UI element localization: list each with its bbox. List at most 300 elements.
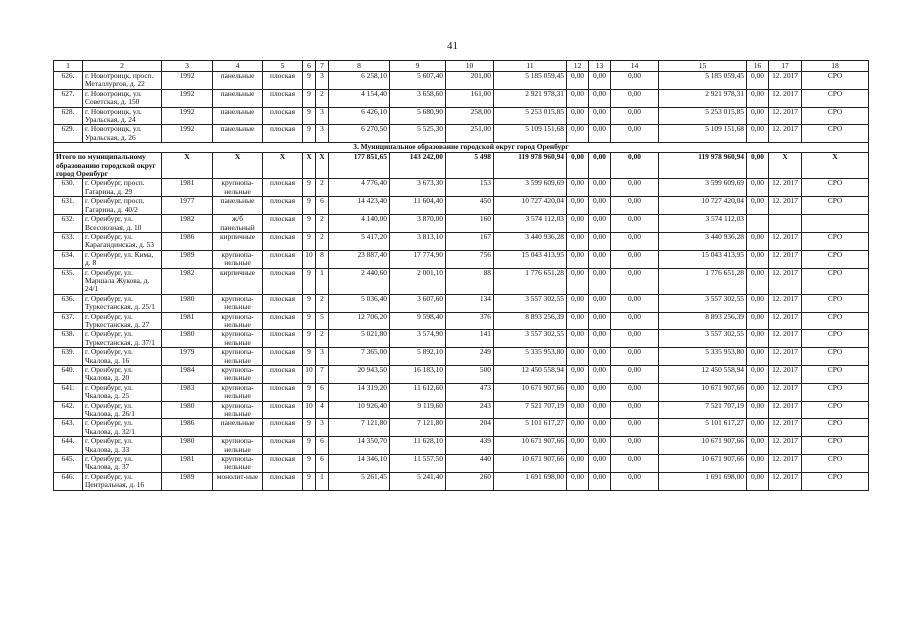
living-area: 7 121,80 (390, 419, 446, 437)
wall-material: крупнопа-нельные (213, 401, 263, 419)
deadline: 12. 2017 (769, 330, 802, 348)
cost-col13: 0,00 (589, 197, 611, 215)
owners-funds: 5 101 617,27 (659, 419, 747, 437)
residents: 160 (446, 215, 494, 233)
column-header: 6 (303, 61, 316, 72)
service-method: СРО (802, 401, 869, 419)
cost-col12: 0,00 (567, 294, 589, 312)
total-area: 4 140,00 (329, 215, 390, 233)
cost-col14: 0,00 (611, 437, 659, 455)
wall-material: крупнопа-нельные (213, 294, 263, 312)
owners-funds: 10 671 907,66 (659, 455, 747, 473)
cost-col14: 0,00 (611, 330, 659, 348)
cost-col12: 0,00 (567, 383, 589, 401)
cost-col13: 0,00 (589, 72, 611, 90)
entrances: 1 (316, 268, 329, 294)
floors: 9 (303, 89, 316, 107)
total-cost: 5 185 059,45 (494, 72, 567, 90)
column-header: 4 (213, 61, 263, 72)
column-header: 8 (329, 61, 390, 72)
cost-col16: 0,00 (747, 330, 769, 348)
owners-funds: 3 440 936,28 (659, 232, 747, 250)
total-x18: X (802, 153, 869, 179)
roof-type: плоская (263, 294, 303, 312)
service-method: СРО (802, 250, 869, 268)
total-s16: 0,00 (747, 153, 769, 179)
owners-funds: 5 109 151,68 (659, 125, 747, 143)
section-row (54, 143, 869, 153)
row-number: 632. (54, 215, 83, 233)
wall-material: монолит-ные (213, 472, 263, 490)
deadline: 12. 2017 (769, 179, 802, 197)
floors: 10 (303, 401, 316, 419)
cost-col14: 0,00 (611, 232, 659, 250)
cost-col13: 0,00 (589, 294, 611, 312)
cost-col13: 0,00 (589, 383, 611, 401)
living-area: 11 557,50 (390, 455, 446, 473)
entrances: 2 (316, 179, 329, 197)
roof-type: плоская (263, 437, 303, 455)
service-method: СРО (802, 312, 869, 330)
cost-col12: 0,00 (567, 348, 589, 366)
address: г. Оренбург, ул. Туркестанская, д. 37/1 (83, 330, 162, 348)
cost-col12: 0,00 (567, 250, 589, 268)
deadline: 12. 2017 (769, 268, 802, 294)
table-row (54, 348, 869, 366)
total-area: 14 319,20 (329, 383, 390, 401)
total-area: 2 440,60 (329, 268, 390, 294)
table-row (54, 366, 869, 384)
residents: 88 (446, 268, 494, 294)
row-number: 630. (54, 179, 83, 197)
owners-funds: 10 671 907,66 (659, 437, 747, 455)
service-method: СРО (802, 179, 869, 197)
page-number: 41 (447, 40, 458, 52)
cost-col16: 0,00 (747, 250, 769, 268)
living-area: 11 612,60 (390, 383, 446, 401)
residents: 756 (446, 250, 494, 268)
cost-col13: 0,00 (589, 215, 611, 233)
table-row (54, 268, 869, 294)
cost-col13: 0,00 (589, 348, 611, 366)
floors: 9 (303, 330, 316, 348)
roof-type: плоская (263, 419, 303, 437)
total-area: 4 776,40 (329, 179, 390, 197)
row-number: 633. (54, 232, 83, 250)
floors: 9 (303, 197, 316, 215)
cost-col12: 0,00 (567, 89, 589, 107)
service-method: СРО (802, 419, 869, 437)
total-s11: 119 978 960,94 (494, 153, 567, 179)
column-header: 15 (659, 61, 747, 72)
residents: 167 (446, 232, 494, 250)
row-number: 636. (54, 294, 83, 312)
floors: 9 (303, 348, 316, 366)
cost-col14: 0,00 (611, 419, 659, 437)
owners-funds: 10 727 420,04 (659, 197, 747, 215)
total-cost: 10 727 420,04 (494, 197, 567, 215)
row-number: 631. (54, 197, 83, 215)
deadline: 12. 2017 (769, 197, 802, 215)
service-method: СРО (802, 268, 869, 294)
residents: 258,00 (446, 107, 494, 125)
total-area: 5 261,45 (329, 472, 390, 490)
floors: 9 (303, 179, 316, 197)
cost-col14: 0,00 (611, 72, 659, 90)
cost-col12: 0,00 (567, 472, 589, 490)
cost-col12: 0,00 (567, 401, 589, 419)
table-row (54, 401, 869, 419)
cost-col13: 0,00 (589, 250, 611, 268)
residents: 249 (446, 348, 494, 366)
total-area: 23 887,40 (329, 250, 390, 268)
total-s13: 0,00 (589, 153, 611, 179)
residents: 204 (446, 419, 494, 437)
cost-col13: 0,00 (589, 330, 611, 348)
row-number: 640. (54, 366, 83, 384)
total-cost: 10 671 907,66 (494, 383, 567, 401)
row-number: 641. (54, 383, 83, 401)
wall-material: крупнопа-нельные (213, 250, 263, 268)
cost-col16: 0,00 (747, 107, 769, 125)
floors: 10 (303, 366, 316, 384)
column-header: 17 (769, 61, 802, 72)
column-header: 3 (162, 61, 213, 72)
cost-col16: 0,00 (747, 197, 769, 215)
living-area: 3 574,90 (390, 330, 446, 348)
wall-material: крупнопа-нельные (213, 383, 263, 401)
entrances: 3 (316, 107, 329, 125)
cost-col13: 0,00 (589, 472, 611, 490)
entrances: 2 (316, 232, 329, 250)
row-number: 644. (54, 437, 83, 455)
service-method: СРО (802, 455, 869, 473)
row-number: 629. (54, 125, 83, 143)
living-area: 5 525,30 (390, 125, 446, 143)
build-year: 1981 (162, 312, 213, 330)
roof-type: плоская (263, 125, 303, 143)
wall-material: ж/б панельный (213, 215, 263, 233)
build-year: 1982 (162, 215, 213, 233)
wall-material: панельные (213, 72, 263, 90)
cost-col13: 0,00 (589, 232, 611, 250)
total-cost: 3 599 609,69 (494, 179, 567, 197)
service-method: СРО (802, 232, 869, 250)
deadline: 12. 2017 (769, 366, 802, 384)
build-year: 1981 (162, 179, 213, 197)
total-x5: X (263, 153, 303, 179)
address: г. Оренбург, ул. Чкалова, д. 33 (83, 437, 162, 455)
column-header: 16 (747, 61, 769, 72)
wall-material: крупнопа-нельные (213, 437, 263, 455)
total-s12: 0,00 (567, 153, 589, 179)
total-area: 12 706,20 (329, 312, 390, 330)
total-cost: 3 440 936,28 (494, 232, 567, 250)
living-area: 17 774,90 (390, 250, 446, 268)
cost-col16: 0,00 (747, 179, 769, 197)
living-area: 3 658,60 (390, 89, 446, 107)
owners-funds: 2 921 978,31 (659, 89, 747, 107)
cost-col12: 0,00 (567, 72, 589, 90)
deadline: 12. 2017 (769, 107, 802, 125)
entrances: 2 (316, 294, 329, 312)
entrances: 6 (316, 437, 329, 455)
entrances: 5 (316, 312, 329, 330)
column-header: 14 (611, 61, 659, 72)
build-year: 1986 (162, 232, 213, 250)
total-area: 14 346,10 (329, 455, 390, 473)
residents: 141 (446, 330, 494, 348)
cost-col12: 0,00 (567, 330, 589, 348)
owners-funds: 5 253 015,85 (659, 107, 747, 125)
entrances: 3 (316, 348, 329, 366)
table-row (54, 250, 869, 268)
cost-col14: 0,00 (611, 312, 659, 330)
total-label: Итого по муниципальному образованию городской округ город Оренбург (54, 153, 162, 179)
wall-material: крупнопа-нельные (213, 330, 263, 348)
cost-col14: 0,00 (611, 366, 659, 384)
total-area: 6 426,10 (329, 107, 390, 125)
residents: 439 (446, 437, 494, 455)
cost-col16: 0,00 (747, 437, 769, 455)
row-number: 646. (54, 472, 83, 490)
owners-funds: 12 450 558,94 (659, 366, 747, 384)
cost-col16: 0,00 (747, 366, 769, 384)
cost-col14: 0,00 (611, 250, 659, 268)
total-cost: 5 253 015,85 (494, 107, 567, 125)
wall-material: крупнопа-нельные (213, 348, 263, 366)
roof-type: плоская (263, 348, 303, 366)
total-cost: 5 101 617,27 (494, 419, 567, 437)
deadline: 12. 2017 (769, 401, 802, 419)
total-s15: 119 978 960,94 (659, 153, 747, 179)
cost-col13: 0,00 (589, 366, 611, 384)
cost-col16 (747, 215, 769, 233)
total-cost: 10 671 907,66 (494, 455, 567, 473)
deadline (769, 215, 802, 233)
entrances: 6 (316, 383, 329, 401)
cost-col13: 0,00 (589, 401, 611, 419)
cost-col12: 0,00 (567, 437, 589, 455)
build-year: 1983 (162, 383, 213, 401)
service-method: СРО (802, 294, 869, 312)
service-method (802, 215, 869, 233)
entrances: 3 (316, 72, 329, 90)
total-area: 5 036,40 (329, 294, 390, 312)
row-number: 643. (54, 419, 83, 437)
column-header: 2 (83, 61, 162, 72)
cost-col14: 0,00 (611, 197, 659, 215)
address: г. Оренбург, ул. Карагандинская, д. 53 (83, 232, 162, 250)
cost-col16: 0,00 (747, 401, 769, 419)
living-area: 5 607,40 (390, 72, 446, 90)
cost-col13: 0,00 (589, 419, 611, 437)
floors: 9 (303, 268, 316, 294)
wall-material: панельные (213, 419, 263, 437)
deadline: 12. 2017 (769, 437, 802, 455)
total-area: 5 417,20 (329, 232, 390, 250)
build-year: 1981 (162, 455, 213, 473)
total-s14: 0,00 (611, 153, 659, 179)
roof-type: плоская (263, 250, 303, 268)
cost-col12: 0,00 (567, 197, 589, 215)
row-number: 628. (54, 107, 83, 125)
address: г. Оренбург, ул. Чкалова, д. 16 (83, 348, 162, 366)
cost-col14: 0,00 (611, 383, 659, 401)
living-area: 3 607,60 (390, 294, 446, 312)
cost-col13: 0,00 (589, 125, 611, 143)
wall-material: кирпичные (213, 268, 263, 294)
living-area: 5 241,40 (390, 472, 446, 490)
residents: 500 (446, 366, 494, 384)
address: г. Оренбург, ул. Туркестанская, д. 27 (83, 312, 162, 330)
living-area: 9 598,40 (390, 312, 446, 330)
residents: 251,00 (446, 125, 494, 143)
cost-col12: 0,00 (567, 268, 589, 294)
cost-col13: 0,00 (589, 312, 611, 330)
total-cost: 12 450 558,94 (494, 366, 567, 384)
cost-col13: 0,00 (589, 437, 611, 455)
build-year: 1984 (162, 366, 213, 384)
cost-col12: 0,00 (567, 215, 589, 233)
owners-funds: 3 574 112,03 (659, 215, 747, 233)
service-method: СРО (802, 72, 869, 90)
address: г. Оренбург, просп. Гагарина, д. 29 (83, 179, 162, 197)
total-x6: X (303, 153, 316, 179)
column-header: 18 (802, 61, 869, 72)
wall-material: панельные (213, 125, 263, 143)
row-number: 642. (54, 401, 83, 419)
floors: 9 (303, 294, 316, 312)
wall-material: крупнопа-нельные (213, 366, 263, 384)
floors: 9 (303, 455, 316, 473)
floors: 10 (303, 250, 316, 268)
owners-funds: 3 599 609,69 (659, 179, 747, 197)
cost-col12: 0,00 (567, 179, 589, 197)
residents: 134 (446, 294, 494, 312)
wall-material: крупнопа-нельные (213, 455, 263, 473)
total-cost: 3 557 302,55 (494, 330, 567, 348)
build-year: 1980 (162, 437, 213, 455)
column-header: 7 (316, 61, 329, 72)
section-title: 3. Муниципальное образование городской округ город Оренбург (54, 143, 869, 153)
column-header: 9 (390, 61, 446, 72)
cost-col14: 0,00 (611, 472, 659, 490)
cost-col13: 0,00 (589, 89, 611, 107)
cost-col14: 0,00 (611, 107, 659, 125)
deadline: 12. 2017 (769, 312, 802, 330)
living-area: 16 183,10 (390, 366, 446, 384)
residents: 260 (446, 472, 494, 490)
column-header: 13 (589, 61, 611, 72)
entrances: 6 (316, 197, 329, 215)
cost-col16: 0,00 (747, 455, 769, 473)
build-year: 1980 (162, 294, 213, 312)
roof-type: плоская (263, 366, 303, 384)
address: г. Оренбург, просп. Гагарина, д. 40/2 (83, 197, 162, 215)
deadline: 12. 2017 (769, 294, 802, 312)
total-a8: 177 851,65 (329, 153, 390, 179)
residents: 440 (446, 455, 494, 473)
wall-material: панельные (213, 197, 263, 215)
roof-type: плоская (263, 89, 303, 107)
roof-type: плоская (263, 215, 303, 233)
total-area: 6 270,50 (329, 125, 390, 143)
wall-material: панельные (213, 89, 263, 107)
table-row (54, 437, 869, 455)
table-row (54, 330, 869, 348)
cost-col16: 0,00 (747, 294, 769, 312)
table-row (54, 89, 869, 107)
deadline: 12. 2017 (769, 89, 802, 107)
service-method: СРО (802, 125, 869, 143)
residents: 243 (446, 401, 494, 419)
total-area: 14 423,40 (329, 197, 390, 215)
row-number: 638. (54, 330, 83, 348)
cost-col14: 0,00 (611, 125, 659, 143)
build-year: 1989 (162, 472, 213, 490)
table-row (54, 197, 869, 215)
cost-col13: 0,00 (589, 179, 611, 197)
address: г. Новотроицк, просп. Металлургов, д. 22 (83, 72, 162, 90)
roof-type: плоская (263, 330, 303, 348)
cost-col16: 0,00 (747, 268, 769, 294)
cost-col14: 0,00 (611, 215, 659, 233)
total-x7: X (316, 153, 329, 179)
roof-type: плоская (263, 72, 303, 90)
address: г. Оренбург, ул. Всесоюзная, д. 10 (83, 215, 162, 233)
cost-col14: 0,00 (611, 294, 659, 312)
deadline: 12. 2017 (769, 455, 802, 473)
residents: 473 (446, 383, 494, 401)
total-cost: 3 557 302,55 (494, 294, 567, 312)
header-row (54, 61, 869, 72)
column-header: 12 (567, 61, 589, 72)
living-area: 3 813,10 (390, 232, 446, 250)
owners-funds: 10 671 907,66 (659, 383, 747, 401)
floors: 9 (303, 437, 316, 455)
total-area: 10 926,40 (329, 401, 390, 419)
build-year: 1992 (162, 72, 213, 90)
address: г. Оренбург, ул. Чкалова, д. 20 (83, 366, 162, 384)
floors: 9 (303, 472, 316, 490)
table-row (54, 383, 869, 401)
entrances: 2 (316, 215, 329, 233)
column-header: 10 (446, 61, 494, 72)
table-row (54, 455, 869, 473)
table-row (54, 232, 869, 250)
table-row (54, 294, 869, 312)
address: г. Новотроицк, ул. Советская, д. 150 (83, 89, 162, 107)
living-area: 11 628,10 (390, 437, 446, 455)
row-number: 627. (54, 89, 83, 107)
total-x17: X (769, 153, 802, 179)
cost-col16: 0,00 (747, 472, 769, 490)
owners-funds: 3 557 302,55 (659, 330, 747, 348)
total-a9: 143 242,00 (390, 153, 446, 179)
roof-type: плоская (263, 401, 303, 419)
residents: 376 (446, 312, 494, 330)
entrances: 4 (316, 401, 329, 419)
cost-col16: 0,00 (747, 312, 769, 330)
total-cost: 5 335 953,80 (494, 348, 567, 366)
row-number: 637. (54, 312, 83, 330)
cost-col14: 0,00 (611, 455, 659, 473)
floors: 9 (303, 72, 316, 90)
address: г. Оренбург, ул. Чкалова, д. 26/1 (83, 401, 162, 419)
roof-type: плоская (263, 455, 303, 473)
roof-type: плоская (263, 232, 303, 250)
